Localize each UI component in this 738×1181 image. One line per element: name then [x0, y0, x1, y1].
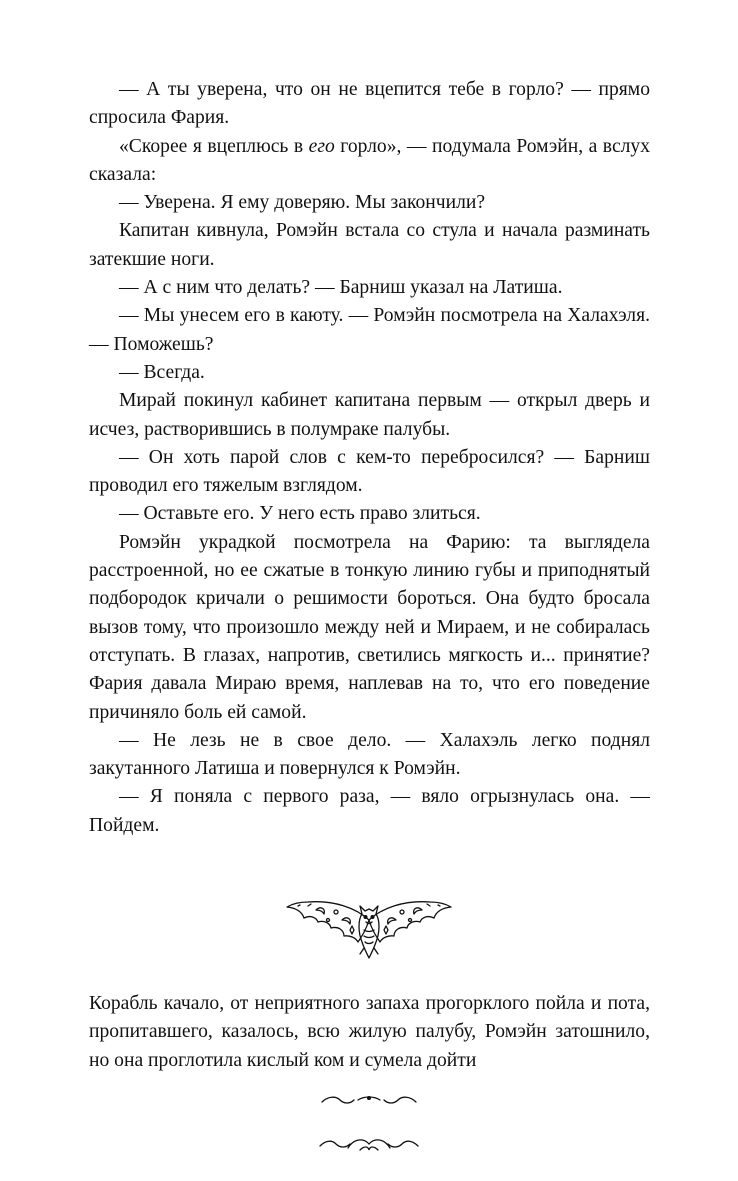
paragraph: Корабль качало, от неприятного запаха прогорклого пойла и пота, пропитавшего, казалось, всю жилую палубу, Ромэйн затошнило, но она проглотила кислый ком и сумела дойти	[89, 993, 650, 1071]
page-text	[89, 76, 650, 1075]
bat-ornament-icon	[286, 890, 452, 964]
paragraph-italic-mix	[89, 133, 650, 190]
paragraph: Капитан кивнула, Ромэйн встала со стула и начала разминать затекшие ноги.	[89, 220, 650, 270]
paragraph: — Оставьте его. У него есть право злиться.	[119, 503, 481, 525]
paragraph: — А ты уверена, что он не вцепится тебе в горло? — прямо спросила Фария.	[89, 79, 650, 129]
italic-fragment: его	[308, 135, 335, 157]
swirl-ornament-icon	[318, 1092, 420, 1156]
paragraph: — Я поняла с первого раза, — вяло огрызнулась она. — Пойдем.	[89, 786, 650, 836]
paragraph: — Мы унесем его в каюту. — Ромэйн посмотрела на Халахэля. — Поможешь?	[89, 305, 650, 355]
paragraph: Ромэйн украдкой посмотрела на Фарию: та выглядела расстроенной, но ее сжатые в тонкую линию губы и приподнятый подбородок кричали о решимости бороться. Она будто бросала вызов тому, что произошло между ней и Мираем, и не собиралась отступать. В глазах, напротив, светились мягкость и... принятие? Фария давала Мираю время, наплевав на то, что его поведение причиняло боль ей самой.	[89, 531, 650, 723]
text-fragment: «Скорее я вцеплюсь в	[119, 135, 309, 157]
section-divider	[89, 840, 650, 990]
paragraph: — Не лезь не в свое дело. — Халахэль легко поднял закутанного Латиша и повернулся к Ромэйн.	[89, 729, 650, 780]
paragraph: — А с ним что делать? — Барниш указал на Латиша.	[119, 277, 563, 299]
paragraph: — Он хоть парой слов с кем-то перебросился? — Барниш проводил его тяжелым взглядом.	[89, 446, 650, 497]
text-fragment: горло», — подумала Ромэйн, а вслух сказала:	[89, 135, 651, 185]
paragraph: Мирай покинул кабинет капитана первым — открыл дверь и исчез, растворившись в полумраке палубы.	[89, 390, 650, 440]
paragraph: — Всегда.	[119, 361, 205, 383]
paragraph: — Уверена. Я ему доверяю. Мы закончили?	[119, 192, 486, 214]
